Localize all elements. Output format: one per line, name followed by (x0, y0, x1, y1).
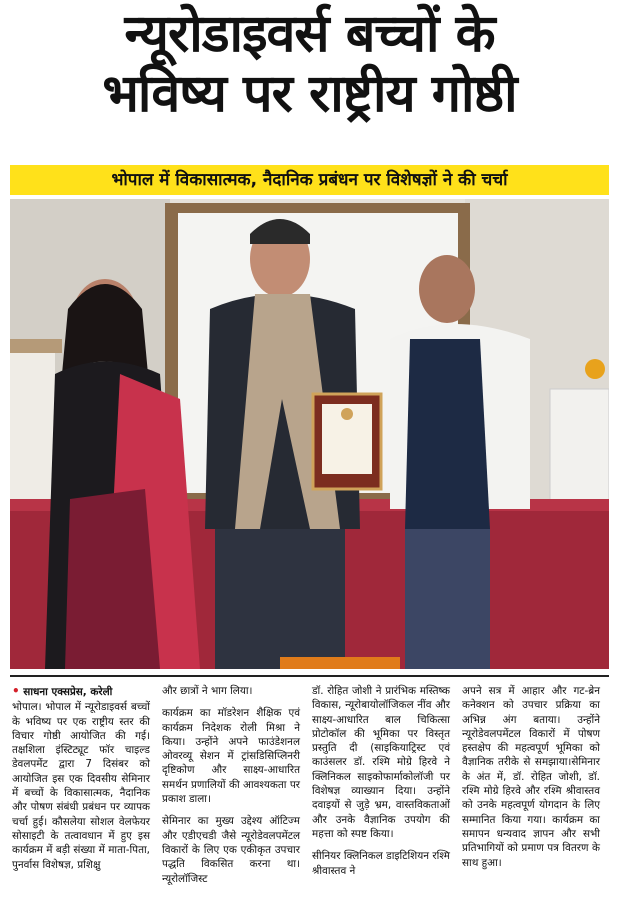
subheadline: भोपाल में विकासात्मक, नैदानिक प्रबंधन पर विशेषज्ञों ने की चर्चा (111, 170, 508, 190)
photo-icon (10, 199, 609, 669)
paragraph: और छात्रों ने भाग लिया। (162, 685, 253, 697)
article-column-4 (462, 684, 600, 870)
paragraph: सेमिनार का मुख्य उद्देश्य ऑटिज्म और एडीएचडी जैसे न्यूरोडेवलपमेंटल विकारों के लिए एक एकीकृत उपचार पद्धति विकसित करना था। न्यूरोलॉजिस्ट (162, 815, 300, 885)
subheadline-banner (10, 165, 609, 195)
bullet-icon: • (12, 684, 20, 698)
article-column-3 (312, 684, 450, 878)
paragraph: कार्यक्रम का मॉडरेशन शैक्षिक एवं कार्यक्रम निदेशक रोली मिश्रा ने किया। उन्होंने अपने फाउंडेशनल ओवरव्यू सेशन में ट्रांसडिसिप्लिनरी दृष्टिकोण और साक्ष्य-आधारित समर्थन प्रणालियों की आवश्यकता पर प्रकाश डाला। (162, 707, 300, 806)
paragraph: सीनियर क्लिनिकल डाइटिशियन रश्मि श्रीवास्तव ने (312, 850, 450, 877)
headline (0, 4, 619, 124)
article-body (12, 684, 608, 894)
article-column-2 (162, 684, 300, 886)
headline-line-1: न्यूरोडाइवर्स बच्चों के (124, 4, 495, 64)
byline: • साधना एक्सप्रेस, करेली (12, 684, 113, 698)
headline-line-2: भविष्य पर राष्ट्रीय गोष्ठी (102, 64, 517, 124)
paragraph: डॉ. रोहित जोशी ने प्रारंभिक मस्तिष्क विकास, न्यूरोबायोलॉजिकल नींव और साक्ष्य-आधारित बाल चिकित्सा प्रोटोकॉल की भूमिका पर विस्तृत प्रस्तुति दी (साइकियाट्रिस्ट एवं काउंसलर डॉ. रश्मि मोग्रे हिरवे ने क्लिनिकल साइकोफार्माकोलॉजी पर विशेषज्ञ व्याख्यान दिया। उन्होंने दवाइयों से जुड़े भ्रम, वास्तविकताओं और उनके वैज्ञानिक उपयोग की महत्ता को स्पष्ट किया। (312, 685, 450, 840)
news-photo (10, 199, 609, 669)
paragraph: अपने सत्र में आहार और गट-ब्रेन कनेक्शन को उपचार प्रक्रिया का अभिन्न अंग बताया। उन्होंने न्यूरोडेवलपमेंटल विकारों में पोषण हस्तक्षेप की महत्वपूर्ण भूमिका को वैज्ञानिक तरीके से समझाया।सेमिनार के अंत में, डॉ. रोहित जोशी, डॉ. रश्मि मोग्रे हिरवे और रश्मि श्रीवास्तव को उनके महत्वपूर्ण योगदान के लिए सम्मानित किया गया। कार्यक्रम का समापन धन्यवाद ज्ञापन और सभी प्रतिभागियों को प्रमाण पत्र वितरण के साथ हुआ। (462, 685, 600, 869)
article-column-1 (12, 684, 150, 872)
divider-line (10, 675, 609, 677)
paragraph: भोपाल। भोपाल में न्यूरोडाइवर्स बच्चों के भविष्य पर एक राष्ट्रीय स्तर की विचार गोष्ठी आयोजित की गई। तक्षशिला इंस्टिट्यूट फॉर चाइल्ड डेवलपमेंट द्वारा 7 दिसंबर को आयोजित इस एक दिवसीय सेमिनार में बच्चों के विकासात्मक, नैदानिक और पोषण संबंधी प्रबंधन पर व्यापक चर्चा हुई। कौसलेया सोशल वेलफेयर सोसाइटी के तत्वावधान में हुए इस कार्यक्रम में बड़ी संख्या में माता-पिता, पुनर्वास विशेषज्ञ, प्रशिक्षु (12, 701, 150, 871)
